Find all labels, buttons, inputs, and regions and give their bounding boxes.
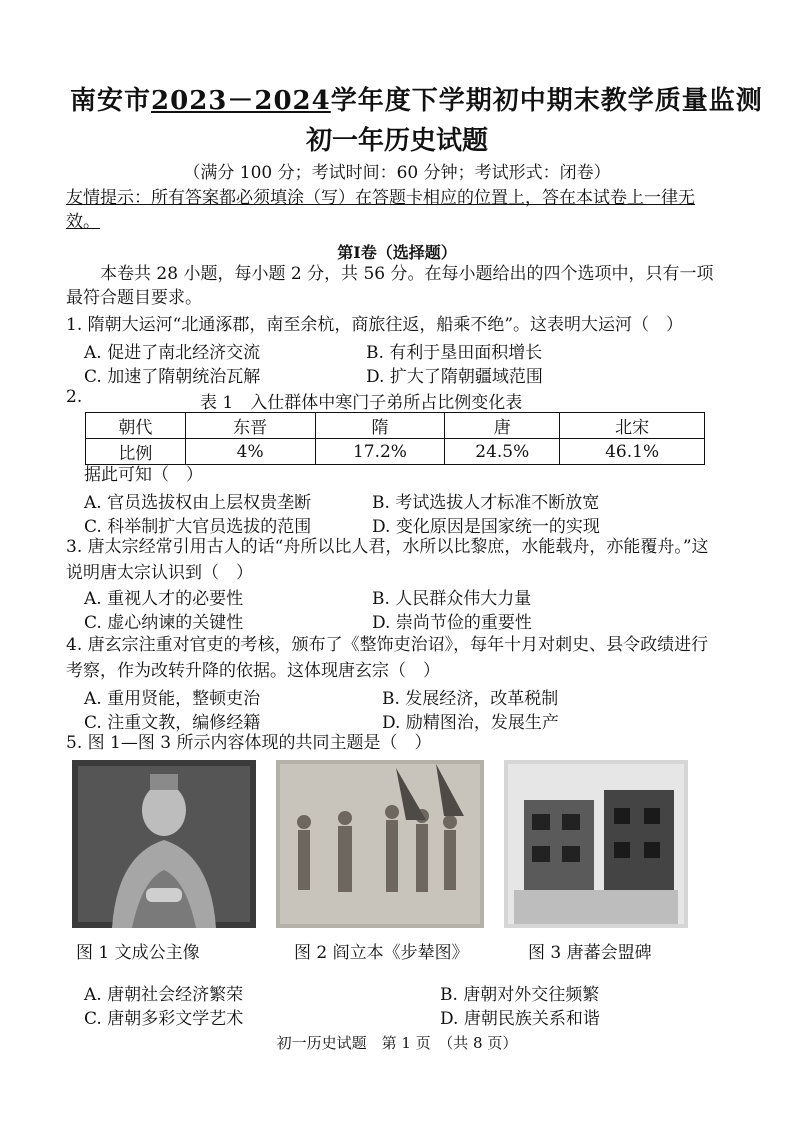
table-cell: 17.2% — [315, 439, 445, 465]
q2-option-d: D. 变化原因是国家统一的实现 — [372, 517, 600, 537]
q2-table — [85, 412, 705, 465]
q4-option-a: A. 重用贤能，整顿吏治 — [84, 689, 261, 709]
figure-3-caption: 图 3 唐蕃会盟碑 — [528, 943, 652, 963]
exam-info: （满分 100 分；考试时间：60 分钟；考试形式：闭卷） — [183, 163, 611, 183]
figure-1-caption: 图 1 文成公主像 — [76, 943, 200, 963]
q3-option-b: B. 人民群众伟大力量 — [372, 589, 532, 609]
q2-number: 2. — [66, 387, 83, 407]
friendly-tip: 友情提示：所有答案都必须填涂（写）在答题卡相应的位置上，答在本试卷上一律无效。 — [66, 188, 695, 232]
q1-option-a: A. 促进了南北经济交流 — [84, 343, 261, 363]
q3-option-a: A. 重视人才的必要性 — [84, 589, 244, 609]
table-cell: 24.5% — [445, 439, 560, 465]
q3-option-c: C. 虚心纳谏的关键性 — [84, 613, 244, 633]
q5-option-a: A. 唐朝社会经济繁荣 — [84, 985, 244, 1005]
title-suffix: 学年度下学期初中期末教学质量监测 — [330, 86, 763, 116]
bunian-painting-image — [276, 760, 484, 928]
table-cell: 4% — [185, 439, 315, 465]
exam-title — [70, 80, 763, 117]
table-row — [86, 439, 705, 465]
q1-option-b: B. 有利于垦田面积增长 — [366, 343, 543, 363]
q3-stem: 3. 唐太宗经常引用古人的话“舟所以比人君，水所以比黎庶，水能载舟，亦能覆舟。”这说明唐太宗认识到（ ） — [66, 537, 709, 583]
exam-subtitle: 初一年历史试题 — [305, 126, 488, 156]
table-cell: 隋 — [315, 413, 445, 439]
q2-option-b: B. 考试选拔人才标准不断放宽 — [372, 493, 600, 513]
table-cell: 北宋 — [560, 413, 705, 439]
q4-stem: 4. 唐玄宗注重对官吏的考核，颁布了《整饰吏治诏》，每年十月对刺史、县令政绩进行考察，作为改转升降的依据。这体现唐玄宗（ ） — [66, 635, 709, 681]
princess-wencheng-statue-image — [72, 760, 256, 928]
q2-option-a: A. 官员选拔权由上层权贵垄断 — [84, 493, 312, 513]
tang-tibet-stele-image — [504, 760, 688, 928]
section-title: 第Ⅰ卷（选择题） — [337, 243, 457, 262]
title-city: 南安市 — [70, 86, 152, 116]
q1-option-c: C. 加速了隋朝统治瓦解 — [84, 367, 261, 387]
q2-option-c: C. 科举制扩大官员选拔的范围 — [84, 517, 312, 537]
table-cell: 东晋 — [185, 413, 315, 439]
table-row — [86, 413, 705, 439]
q4-option-c: C. 注重文教，编修经籍 — [84, 713, 261, 733]
table-cell: 唐 — [445, 413, 560, 439]
q5-stem: 5. 图 1—图 3 所示内容体现的共同主题是（ ） — [66, 733, 432, 753]
q2-stem: 据此可知（ ） — [84, 465, 203, 485]
q1-stem: 1. 隋朝大运河“北通涿郡，南至余杭，商旅往返，船乘不绝”。这表明大运河（ ） — [66, 315, 684, 335]
q4-option-b: B. 发展经济，改革税制 — [382, 689, 559, 709]
section-intro: 本卷共 28 小题，每小题 2 分，共 56 分。在每小题给出的四个选项中，只有一项最符合题目要求。 — [66, 264, 714, 308]
q1-option-d: D. 扩大了隋朝疆域范围 — [366, 367, 543, 387]
figure-2-caption: 图 2 阎立本《步辇图》 — [294, 943, 469, 963]
q2-table-caption: 表 1 入仕群体中寒门子弟所占比例变化表 — [200, 393, 523, 413]
table-cell: 比例 — [86, 439, 186, 465]
q4-option-d: D. 励精图治，发展生产 — [382, 713, 559, 733]
table-cell: 46.1% — [560, 439, 705, 465]
q3-option-d: D. 崇尚节俭的重要性 — [372, 613, 532, 633]
q5-option-c: C. 唐朝多彩文学艺术 — [84, 1009, 244, 1029]
page-footer: 初一历史试题 第 1 页 （共 8 页） — [276, 1034, 518, 1052]
title-years: 2023－2024 — [151, 86, 331, 116]
q5-option-d: D. 唐朝民族关系和谐 — [440, 1009, 600, 1029]
q5-option-b: B. 唐朝对外交往频繁 — [440, 985, 600, 1005]
table-cell: 朝代 — [86, 413, 186, 439]
